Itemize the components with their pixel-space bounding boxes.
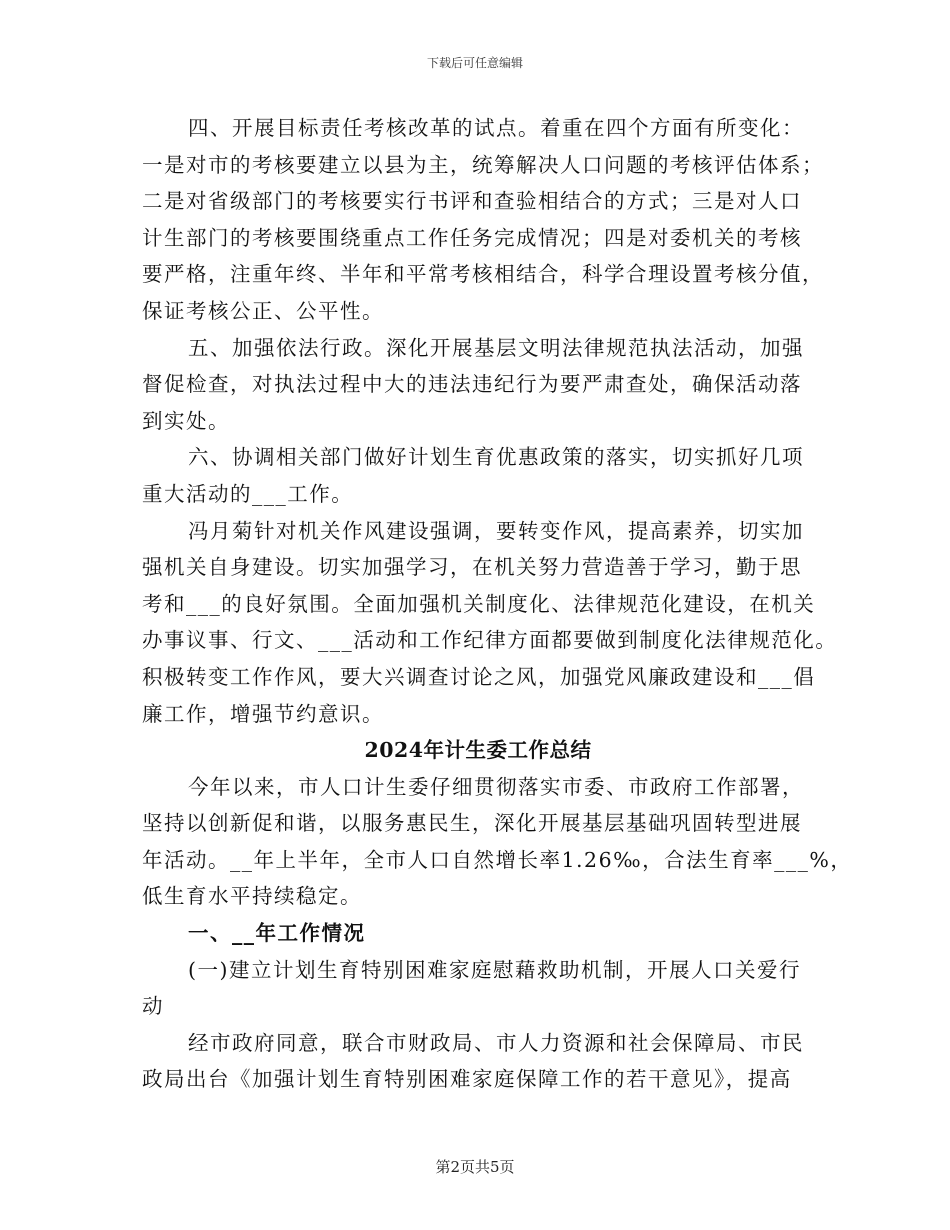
page-footer: 第2页共5页	[435, 1158, 515, 1176]
text-line: 计生部门的考核要围绕重点工作任务完成情况；四是对委机关的考核	[142, 225, 802, 250]
text-line: 今年以来，市人口计生委仔细贯彻落实市委、市政府工作部署，	[188, 774, 804, 799]
text-line: 冯月菊针对机关作风建设强调，要转变作风，提高素养，切实加	[188, 518, 804, 543]
text-line: 考和___的良好氛围。全面加强机关制度化、法律规范化建设，在机关	[142, 591, 816, 616]
text-line: 六、协调相关部门做好计划生育优惠政策的落实，切实抓好几项	[188, 445, 804, 470]
text-line: 强机关自身建设。切实加强学习，在机关努力营造善于学习，勤于思	[142, 555, 802, 580]
text-line: 经市政府同意，联合市财政局、市人力资源和社会保障局、市民	[188, 1030, 804, 1055]
page-header: 下载后可任意编辑	[426, 56, 523, 70]
text-line: 坚持以创新促和谐，以服务惠民生，深化开展基层基础巩固转型进展	[142, 811, 802, 836]
text-line: 四、开展目标责任考核改革的试点。着重在四个方面有所变化：	[188, 116, 804, 140]
text-line: 督促检查，对执法过程中大的违法违纪行为要严肃查处，确保活动落	[142, 372, 802, 397]
text-line: 一是对市的考核要建立以县为主，统筹解决人口问题的考核评估体系；	[142, 152, 824, 177]
text-line: (一)建立计划生育特别困难家庭慰藉救助机制，开展人口关爱行	[188, 957, 801, 982]
text-line: 重大活动的___工作。	[142, 481, 354, 506]
section-title: 2024年计生委工作总结	[364, 738, 592, 763]
document-body	[142, 110, 853, 1098]
text-line: 廉工作，增强节约意识。	[142, 701, 384, 726]
text-line: 年活动。__年上半年，全市人口自然增长率1.26‰，合法生育率___%，	[142, 847, 853, 872]
text-line: 保证考核公正、公平性。	[142, 298, 384, 323]
text-line: 政局出台《加强计划生育特别困难家庭保障工作的若干意见》，提高	[142, 1067, 792, 1092]
text-line: 动	[142, 994, 164, 1019]
text-line: 一、__年工作情况	[188, 921, 366, 946]
text-line: 低生育水平持续稳定。	[142, 884, 362, 909]
text-line: 二是对省级部门的考核要实行书评和查验相结合的方式；三是对人口	[142, 189, 802, 214]
text-line: 五、加强依法行政。深化开展基层文明法律规范执法活动，加强	[188, 335, 804, 360]
text-line: 到实处。	[142, 408, 230, 433]
text-line: 积极转变工作作风，要大兴调查讨论之风，加强党风廉政建设和___倡	[142, 664, 816, 689]
text-line: 办事议事、行文、___活动和工作纪律方面都要做到制度化法律规范化。	[142, 628, 838, 653]
text-line: 要严格，注重年终、半年和平常考核相结合，科学合理设置考核分值，	[142, 262, 824, 287]
